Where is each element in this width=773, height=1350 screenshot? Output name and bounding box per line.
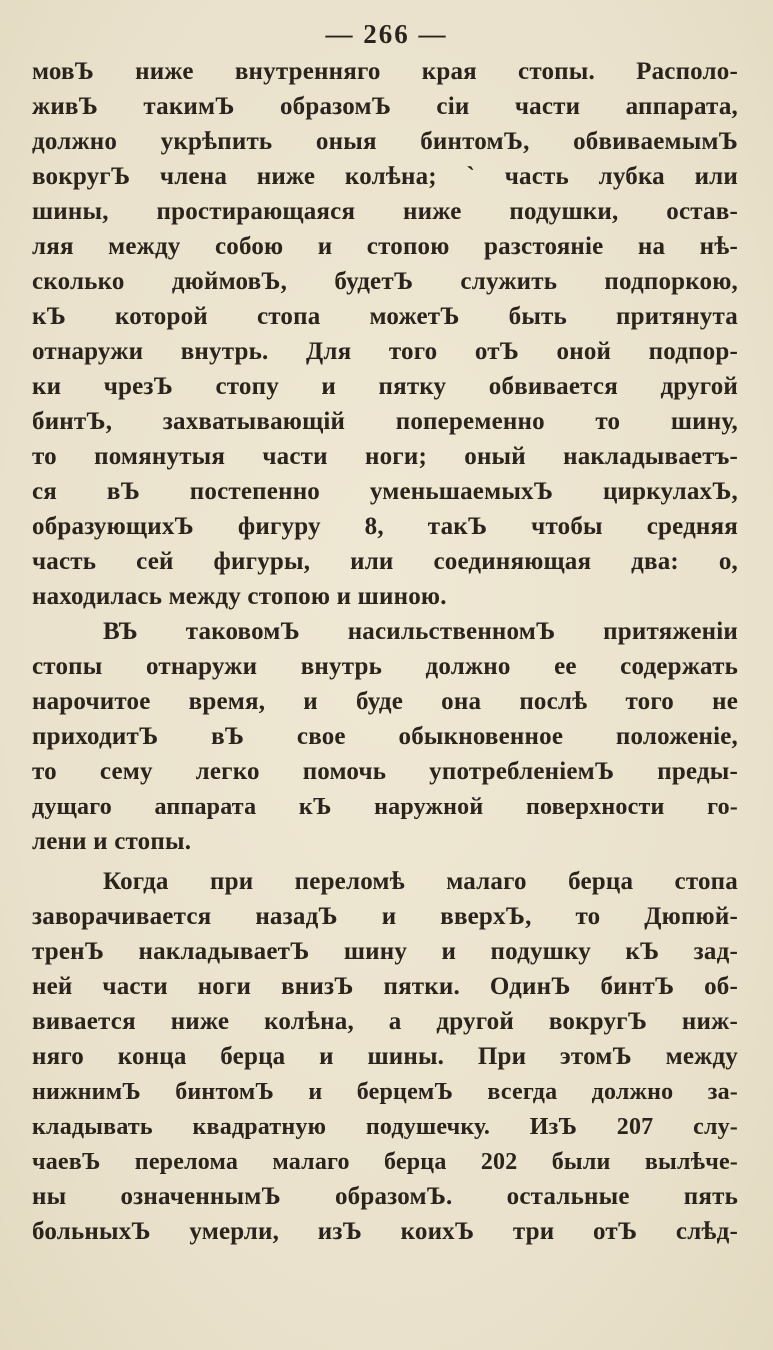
text-line: должно укрѣпить оныя бинтомЪ, обвиваемымЪ bbox=[32, 128, 738, 155]
text-line: образующихЪ фигуру 8, такЪ чтобы средняя bbox=[32, 513, 738, 540]
text-line: чаевЪ перелома малаго берца 202 были вылѣче- bbox=[32, 1149, 738, 1175]
text-line: нижнимЪ бинтомЪ и берцемЪ всегда должно за- bbox=[32, 1079, 738, 1105]
text-line: лени и стопы. bbox=[32, 828, 192, 855]
text-line: шины, простирающаяся ниже подушки, остав- bbox=[32, 198, 738, 225]
text-line: то помянутыя части ноги; оный накладываетъ- bbox=[32, 443, 738, 470]
text-line: ны означеннымЪ образомЪ. остальные пять bbox=[32, 1183, 738, 1210]
text-line: часть сей фигуры, или соединяющая два: о, bbox=[32, 548, 738, 575]
text-line: ся вЪ постепенно уменьшаемыхЪ циркулахЪ, bbox=[32, 478, 738, 505]
text-line: то сему легко помочь употребленiемЪ преды- bbox=[32, 758, 738, 785]
text-line: находилась между стопою и шиною. bbox=[32, 583, 447, 610]
text-line: ляя между собою и стопою разстоянiе на нѣ- bbox=[32, 233, 738, 260]
text-line: ней части ноги внизЪ пятки. ОдинЪ бинтЪ об- bbox=[32, 973, 738, 1000]
text-line: приходитЪ вЪ свое обыкновенное положенiе, bbox=[32, 723, 738, 750]
text-line: Когда при переломѣ малаго берца стопа bbox=[103, 868, 738, 895]
text-line: стопы отнаружи внутрь должно ее содержать bbox=[32, 653, 738, 680]
page-number: — 266 — bbox=[325, 19, 448, 49]
text-line: мовЪ ниже внутренняго края стопы. Располо- bbox=[32, 58, 738, 85]
text-line: больныхЪ умерли, изЪ коихЪ три отЪ слѣд- bbox=[32, 1218, 738, 1245]
text-line: дущаго аппарата кЪ наружной поверхности го- bbox=[32, 794, 738, 820]
text-line: нарочитое время, и буде она послѣ того не bbox=[32, 688, 738, 715]
text-line: бинтЪ, захватывающiй попеременно то шину, bbox=[32, 408, 738, 435]
text-line: тренЪ накладываетЪ шину и подушку кЪ зад- bbox=[32, 938, 738, 965]
text-line: отнаружи внутрь. Для того отЪ оной подпор- bbox=[32, 338, 738, 365]
text-line: няго конца берца и шины. При этомЪ между bbox=[32, 1043, 738, 1070]
text-line: заворачивается назадЪ и вверхЪ, то Дюпюй- bbox=[32, 903, 738, 930]
text-line: ВЪ таковомЪ насильственномЪ притяженiи bbox=[103, 618, 738, 645]
text-line: кладывать квадратную подушечку. ИзЪ 207 слу- bbox=[32, 1114, 738, 1140]
text-line: ки чрезЪ стопу и пятку обвивается другой bbox=[32, 373, 738, 400]
text-line: вокругЪ члена ниже колѣна; ` часть лубка или bbox=[32, 163, 738, 190]
text-line: вивается ниже колѣна, а другой вокругЪ ниж- bbox=[32, 1008, 738, 1035]
text-line: кЪ которой стопа можетЪ быть притянута bbox=[32, 303, 738, 330]
text-line: живЪ такимЪ образомЪ сiи части аппарата, bbox=[32, 93, 738, 120]
text-line: сколько дюймовЪ, будетЪ служить подпоркою, bbox=[32, 268, 738, 295]
